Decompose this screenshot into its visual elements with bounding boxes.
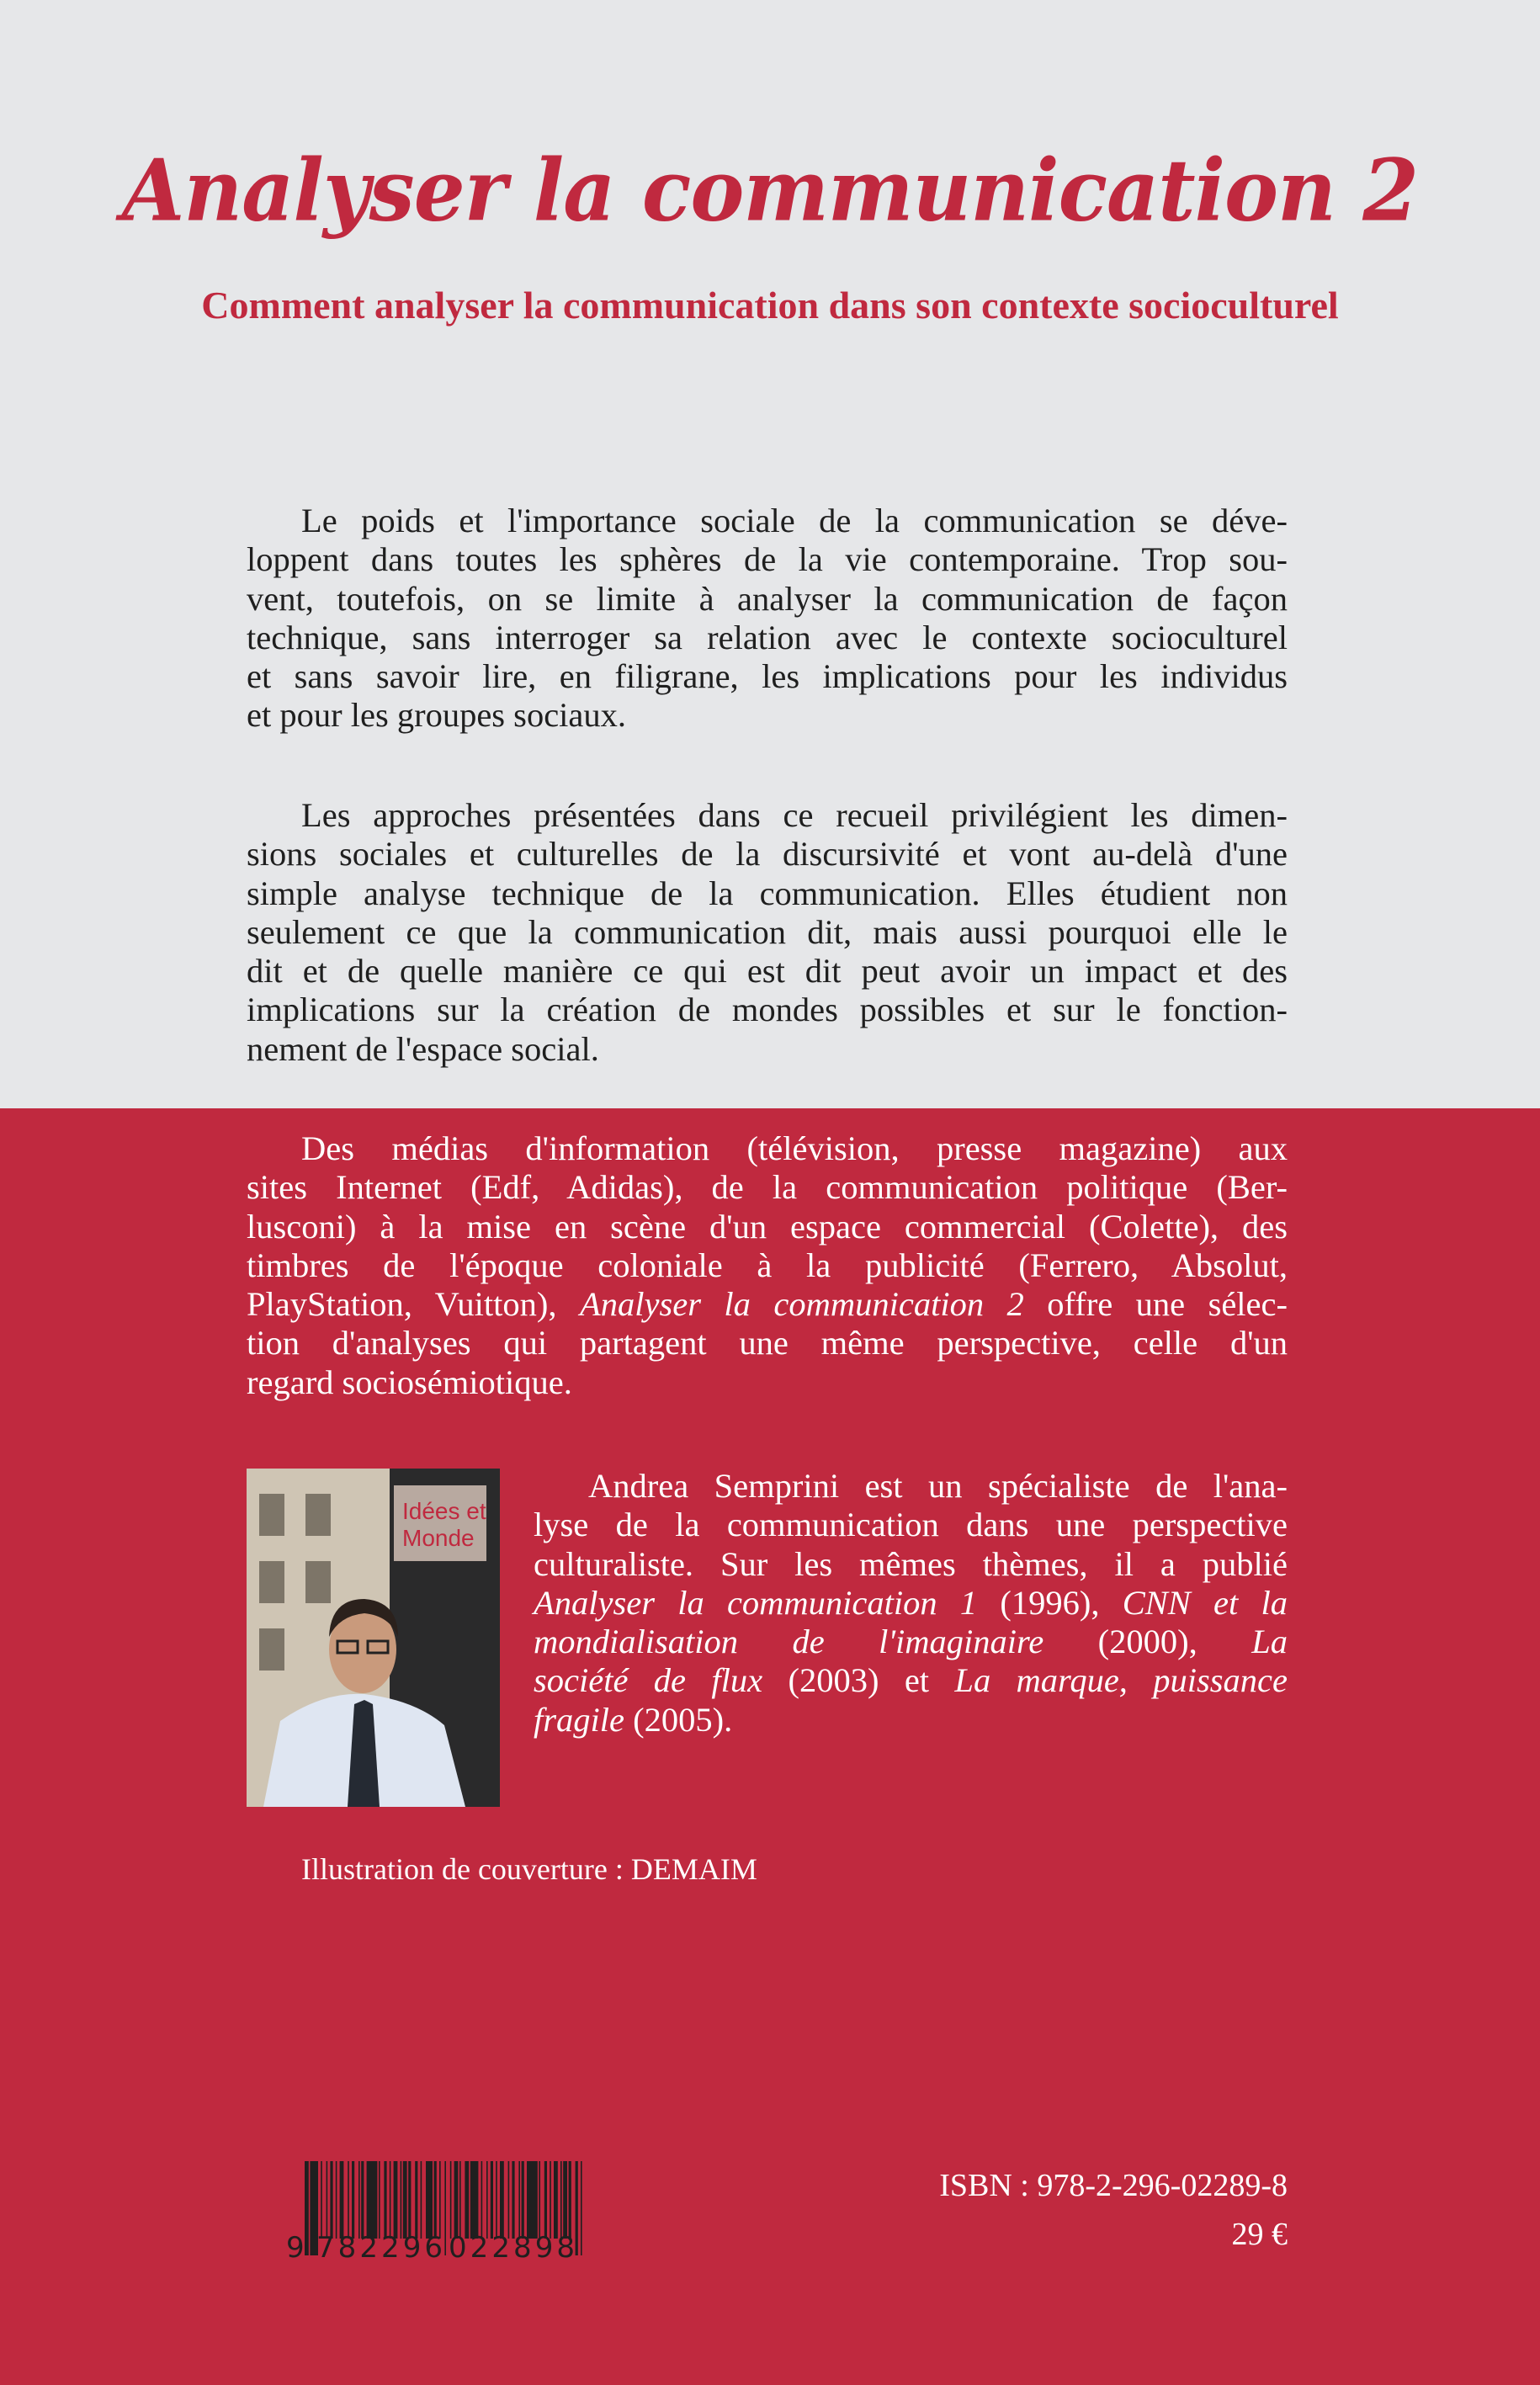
italic-title-text: La marque, puissance [954, 1661, 1288, 1700]
text-segment: Le poids et l'importance sociale de la communication se déve- [301, 502, 1288, 539]
text-line [534, 1545, 1288, 1584]
text-segment: (1996), [977, 1583, 1123, 1622]
text-line [247, 619, 1288, 657]
italic-title-text: CNN et la [1122, 1583, 1288, 1622]
text-segment: (2003) et [762, 1661, 955, 1700]
author-photo [247, 1469, 500, 1807]
blurb-paragraph-3 [247, 1129, 1288, 1402]
author-bio [534, 1467, 1288, 1740]
svg-text:Monde: Monde [402, 1525, 475, 1551]
barcode-bar [361, 2161, 364, 2239]
barcode-bar [554, 2161, 558, 2239]
text-segment: regard sociosémiotique. [247, 1362, 572, 1401]
barcode-bar [512, 2161, 514, 2239]
barcode-bar [367, 2161, 378, 2239]
barcode-bar [426, 2161, 433, 2239]
barcode-bar [450, 2161, 452, 2239]
text-segment: implications sur la création de mondes possibles et sur le fonction- [247, 991, 1288, 1029]
price: 29 € [1231, 2217, 1288, 2252]
text-segment: culturaliste. Sur les mêmes thèmes, il a publié [534, 1544, 1288, 1583]
text-segment: Des médias d'information (télévision, presse magazine) aux [301, 1129, 1288, 1167]
text-segment: sions sociales et culturelles de la discursivité et vont au-delà d'une [247, 835, 1288, 874]
text-line [247, 952, 1288, 991]
barcode [286, 2161, 594, 2260]
text-line [247, 657, 1288, 696]
text-segment: Les approches présentées dans ce recueil privilégient les dimen- [301, 796, 1288, 834]
book-subtitle: Comment analyser la communication dans son contexte socioculturel [201, 284, 1339, 327]
barcode-bar [421, 2161, 422, 2239]
italic-title-text: La [1251, 1623, 1288, 1661]
barcode-bar [330, 2161, 332, 2239]
barcode-bar [390, 2161, 391, 2239]
text-segment: Andrea Semprini est un spécialiste de l'ana- [588, 1467, 1288, 1505]
text-line [247, 1030, 1288, 1069]
text-line [247, 502, 1288, 540]
italic-title-text: Analyser la communication 2 [580, 1285, 1024, 1324]
barcode-bar [550, 2161, 551, 2239]
text-line [247, 874, 1288, 913]
barcode-bar [470, 2161, 479, 2239]
barcode-bar [459, 2161, 461, 2239]
text-segment: simple analyse technique de la communication. Elles étudient non [247, 874, 1288, 912]
italic-title-text: mondialisation de l'imaginaire [534, 1623, 1044, 1661]
barcode-bar [358, 2161, 360, 2239]
text-segment: et sans savoir lire, en filigrane, les implications pour les individus [247, 657, 1288, 696]
barcode-bar [522, 2161, 524, 2239]
barcode-bar [481, 2161, 483, 2239]
barcode-bar [454, 2161, 459, 2239]
text-segment: offre une sélec- [1023, 1285, 1288, 1324]
barcode-bar [403, 2161, 407, 2239]
text-segment: nement de l'espace social. [247, 1029, 599, 1068]
text-line [247, 835, 1288, 874]
isbn: ISBN : 978-2-296-02289-8 [939, 2168, 1288, 2203]
barcode-bar [508, 2161, 510, 2239]
text-line [247, 540, 1288, 579]
text-line [247, 1208, 1288, 1246]
text-line [534, 1584, 1288, 1623]
svg-text:Idées et: Idées et [402, 1498, 486, 1524]
barcode-digits-right: 022898 [449, 2231, 575, 2260]
text-segment: loppent dans toutes les sphères de la vie contemporaine. Trop sou- [247, 540, 1288, 579]
barcode-bar [518, 2161, 520, 2239]
illustration-credit: Illustration de couverture : DEMAIM [301, 1852, 757, 1886]
barcode-bar [401, 2161, 402, 2239]
text-segment: (2000), [1043, 1623, 1252, 1661]
blurb-paragraph-2 [247, 796, 1288, 1069]
text-segment: technique, sans interroger sa relation avec le contexte socioculturel [247, 618, 1288, 656]
barcode-bar [500, 2161, 504, 2239]
barcode-bar [327, 2161, 328, 2239]
text-segment: (2005). [624, 1700, 733, 1739]
italic-title-text: fragile [534, 1700, 624, 1739]
barcode-bar [569, 2161, 571, 2239]
barcode-bar [348, 2161, 349, 2239]
text-segment: vent, toutefois, on se limite à analyser la communication de façon [247, 579, 1288, 618]
text-line [534, 1467, 1288, 1506]
text-line [247, 580, 1288, 619]
barcode-bar [394, 2161, 398, 2239]
barcode-bar [352, 2161, 354, 2239]
text-line [247, 1129, 1288, 1168]
text-segment: tion d'analyses qui partagent une même perspective, celle d'un [247, 1324, 1288, 1362]
text-segment: et pour les groupes sociaux. [247, 696, 627, 735]
text-segment: lyse de la communication dans une perspective [534, 1506, 1288, 1544]
barcode-bar [486, 2161, 488, 2239]
barcode-bar [444, 2161, 446, 2255]
text-segment: PlayStation, Vuitton), [247, 1285, 580, 1324]
text-line [247, 696, 1288, 735]
text-line [534, 1701, 1288, 1740]
text-segment: timbres de l'époque coloniale à la publicité (Ferrero, Absolut, [247, 1246, 1288, 1284]
text-line [247, 1246, 1288, 1285]
barcode-bar [496, 2161, 497, 2239]
text-line [247, 1168, 1288, 1207]
barcode-bar [527, 2161, 538, 2239]
text-segment: dit et de quelle manière ce qui est dit peut avoir un impact et des [247, 952, 1288, 991]
barcode-bar [340, 2161, 344, 2239]
text-segment: sites Internet (Edf, Adidas), de la communication politique (Ber- [247, 1168, 1288, 1207]
barcode-bar [560, 2161, 562, 2239]
barcode-bar [321, 2161, 322, 2239]
barcode-bar [434, 2161, 437, 2239]
text-line [247, 913, 1288, 952]
barcode-digit-first: 9 [286, 2231, 305, 2260]
barcode-bar [465, 2161, 469, 2239]
text-line [247, 1324, 1288, 1362]
book-title: Analyser la communication 2 [121, 141, 1419, 241]
blurb-paragraph-1 [247, 502, 1288, 736]
text-line [534, 1506, 1288, 1544]
italic-title-text: société de flux [534, 1661, 763, 1700]
barcode-bar [544, 2161, 547, 2239]
barcode-bar [491, 2161, 493, 2239]
barcode-bar [415, 2161, 417, 2239]
barcode-digits-left: 782296 [316, 2231, 443, 2260]
text-line [247, 1285, 1288, 1324]
barcode-bar [305, 2161, 309, 2255]
text-line [534, 1623, 1288, 1661]
text-segment: lusconi) à la mise en scène d'un espace commercial (Colette), des [247, 1207, 1288, 1246]
text-segment: seulement ce que la communication dit, mais aussi pourquoi elle le [247, 912, 1288, 951]
barcode-bar [576, 2161, 578, 2255]
text-line [247, 796, 1288, 835]
barcode-bar [439, 2161, 441, 2239]
italic-title-text: Analyser la communication 1 [534, 1583, 978, 1622]
barcode-bar [581, 2161, 582, 2255]
barcode-bar [539, 2161, 540, 2239]
barcode-bar [408, 2161, 411, 2239]
barcode-bar [379, 2161, 380, 2239]
barcode-bar [336, 2161, 337, 2239]
text-line [534, 1661, 1288, 1700]
barcode-bar [563, 2161, 567, 2239]
text-line [247, 991, 1288, 1029]
text-line [247, 1363, 1288, 1402]
barcode-bar [384, 2161, 386, 2239]
